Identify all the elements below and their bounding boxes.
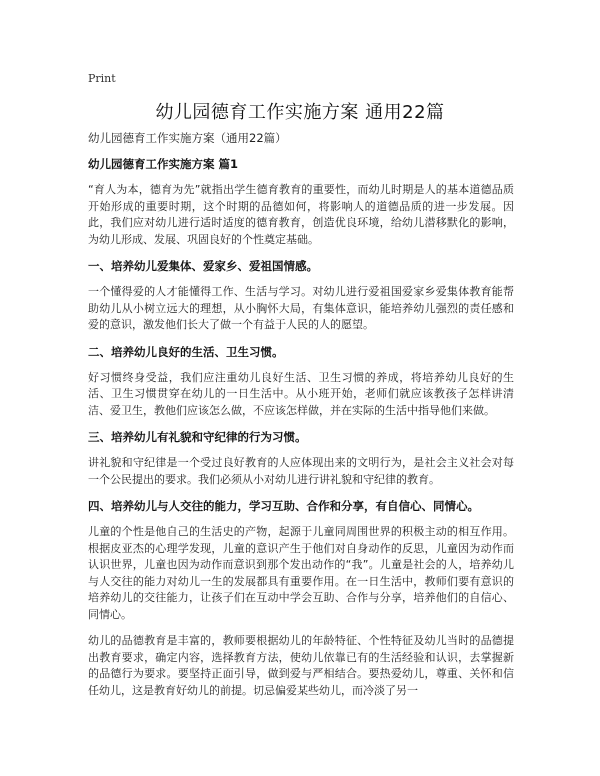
paragraph-moral-education: 幼儿的品德教育是丰富的，教师要根据幼儿的年龄特征、个性特征及幼儿当时的品德提出教育要求，确定内容，选择教育方法，使幼儿依靠已有的生活经验和认识，去掌握新的品德行为要求。要坚持正面引导，做到爱与严相结合。要热爱幼儿，尊重、关怀和信任幼儿，这是教育好幼儿的前提。切忌偏爱某些幼儿，而冷淡了另一 xyxy=(88,634,514,697)
heading-living-habits: 二、培养幼儿良好的生活、卫生习惯。 xyxy=(88,344,284,359)
paragraph-collective-love: 一个懂得爱的人才能懂得工作、生活与学习。对幼儿进行爱祖国爱家乡爱集体教育能帮助幼儿从小树立远大的理想，从小胸怀大局，有集体意识，能培养幼儿强烈的责任感和爱的意识，激发他们长大了做一个有益于人民的人的愿望。 xyxy=(88,285,514,331)
heading-social-skills: 四、培养幼儿与人交往的能力，学习互助、合作和分享，有自信心、同情心。 xyxy=(88,499,479,513)
heading-manners-discipline: 三、培养幼儿有礼貌和守纪律的行为习惯。 xyxy=(88,430,307,444)
paragraph-intro: “育人为本，德育为先”就指出学生德育教育的重要性，而幼儿时期是人的基本道德品质开始形成的重要时期，这个时期的品德如何，将影响人的道德品质的进一步发展。因此，我们应对幼儿进行适时适度的德育教育，创造优良环境，给幼儿潜移默化的影响，为幼儿形成、发展、巩固良好的个性奠定基础。 xyxy=(88,183,514,246)
paragraph-living-habits: 好习惯终身受益，我们应注重幼儿良好生活、卫生习惯的养成，将培养幼儿良好的生活、卫生习惯贯穿在幼儿的一日生活中。从小班开始，老师们就应该教孩子怎样讲清洁、爱卫生，教他们应该怎么做，不应该怎样做，并在实际的生活中指导他们来做。 xyxy=(88,370,514,417)
print-link[interactable]: Print xyxy=(88,72,116,85)
heading-collective-love: 一、培养幼儿爱集体、爱家乡、爱祖国情感。 xyxy=(88,259,318,273)
paragraph-social-skills: 儿童的个性是他自己的生活史的产物，起源于儿童同周围世界的积极主动的相互作用。根据皮亚杰的心理学发现，儿童的意识产生于他们对自身动作的反思，儿童因为动作而认识世界，儿童也因为动作而意识到那个发出动作的“我”。儿童是社会的人，培养幼儿与人交往的能力对幼儿一生的发展都具有重要作用。在一日生活中，教师们要有意识的培养幼儿的交往能力，让孩子们在互动中学会互助、合作与分享，培养他们的自信心、同情心。 xyxy=(88,525,514,621)
paragraph-manners-discipline: 讲礼貌和守纪律是一个受过良好教育的人应体现出来的文明行为，是社会主义社会对每一个公民提出的要求。我们必须从小对幼儿进行讲礼貌和守纪律的教育。 xyxy=(88,456,514,486)
section-title: 幼儿园德育工作实施方案 篇1 xyxy=(88,157,239,171)
document-body xyxy=(88,130,514,709)
document-subtitle: 幼儿园德育工作实施方案（通用22篇） xyxy=(88,131,287,145)
page-title: 幼儿园德育工作实施方案 通用22篇 xyxy=(155,102,445,123)
